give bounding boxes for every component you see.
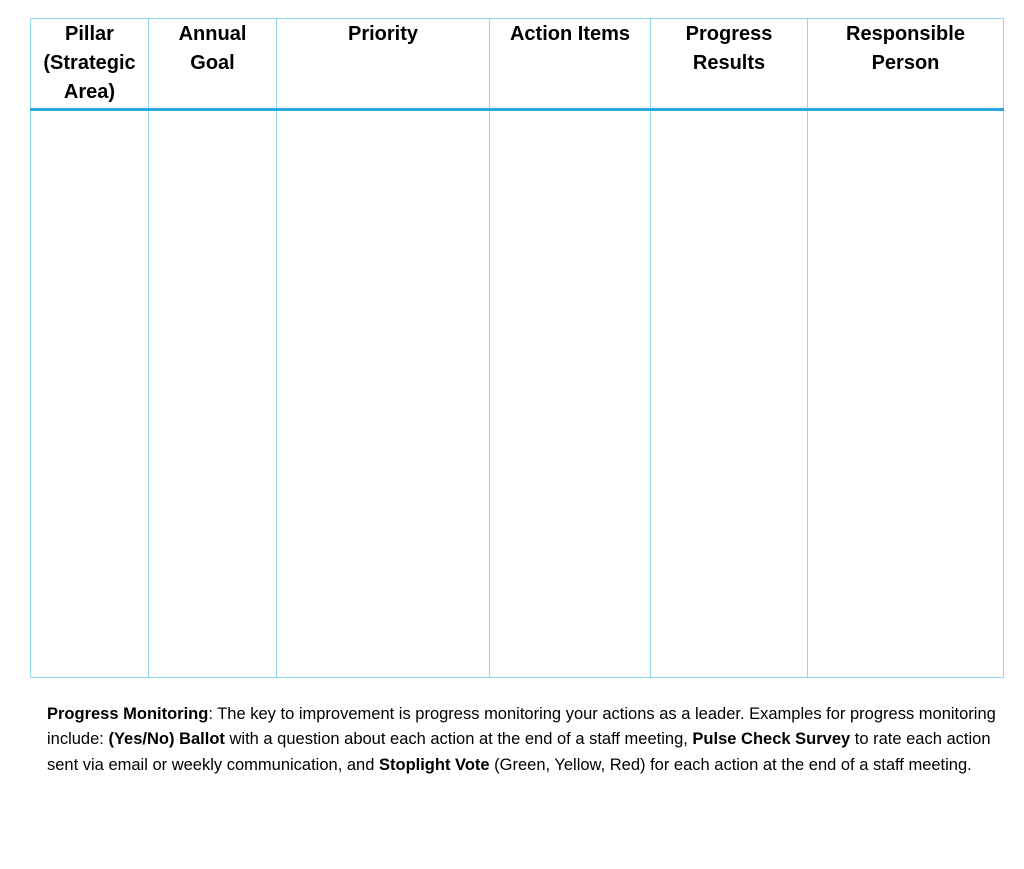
cell-pillar[interactable] [31, 110, 149, 678]
note-text: (Green, Yellow, Red) for each action at the end of a staff meeting. [489, 755, 972, 774]
note-term-pulse-check-survey: Pulse Check Survey [692, 730, 851, 749]
note-text: with a question about each action at the end of a staff meeting, [224, 730, 693, 749]
note-text: to rate each action sent via email or weekly communication, and [47, 730, 991, 774]
table-row [31, 110, 1004, 678]
note-term-progress-monitoring: Progress Monitoring [47, 705, 209, 723]
cell-priority[interactable] [277, 110, 490, 678]
note-text: : The key to improvement is progress monitoring your actions as a leader. Examples for progress monitoring include: [47, 705, 996, 749]
action-plan-table [30, 18, 1004, 678]
header-responsible-person: Responsible Person [808, 19, 1004, 110]
cell-action-items[interactable] [490, 110, 651, 678]
cell-responsible-person[interactable] [808, 110, 1004, 678]
header-progress-results: Progress Results [651, 19, 808, 110]
cell-annual-goal[interactable] [149, 110, 277, 678]
header-action-items: Action Items [490, 19, 651, 110]
progress-monitoring-note [47, 702, 1007, 778]
note-term-stoplight-vote: Stoplight Vote [378, 755, 490, 774]
cell-progress-results[interactable] [651, 110, 808, 678]
note-term-ballot: (Yes/No) Ballot [108, 730, 225, 749]
header-annual-goal: Annual Goal [149, 19, 277, 110]
header-pillar: Pillar (Strategic Area) [31, 19, 149, 110]
table-header-row [31, 19, 1004, 110]
header-priority: Priority [277, 19, 490, 110]
